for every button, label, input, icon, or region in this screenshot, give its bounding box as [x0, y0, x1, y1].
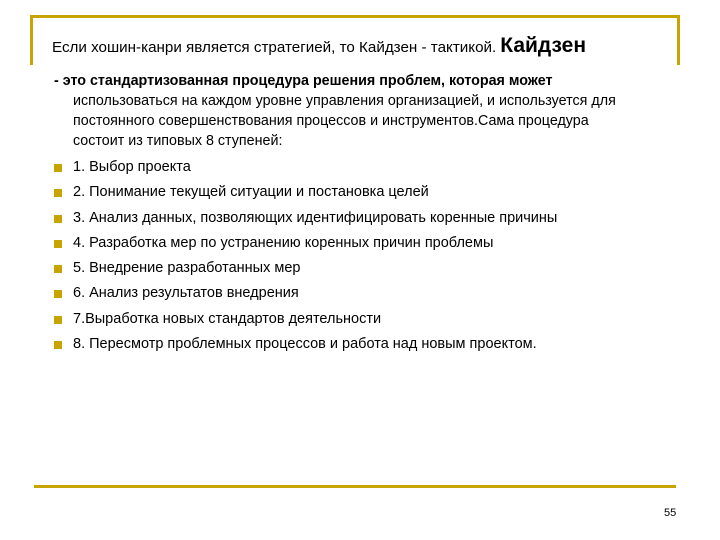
- square-bullet-icon: [54, 189, 62, 197]
- page-number: 55: [664, 507, 677, 519]
- list-item: [54, 307, 557, 332]
- list-item: [54, 231, 557, 256]
- square-bullet-icon: [54, 164, 62, 172]
- square-bullet-icon: [54, 215, 62, 223]
- list-item-text: 6. Анализ результатов внедрения: [73, 285, 299, 302]
- list-item-text: 8. Пересмотр проблемных процессов и работа над новым проектом.: [73, 336, 537, 353]
- slide-title-emphasis: Кайдзен: [500, 34, 587, 57]
- square-bullet-icon: [54, 341, 62, 349]
- square-bullet-icon: [54, 316, 62, 324]
- definition-paragraph: [54, 71, 694, 151]
- steps-list: [54, 155, 557, 357]
- definition-first-line: [54, 71, 694, 91]
- frame-top-rule: [32, 15, 678, 18]
- definition-continuation: использоваться на каждом уровне управления организацией, и используется для постоянного совершенствования процессов и инструментов.Сама процедура состоит из типовых 8 ступеней:: [73, 93, 616, 149]
- slide-title-prefix: Если хошин-канри является стратегией, то Кайдзен - тактикой.: [52, 39, 497, 56]
- definition-bold-text: - это стандартизованная процедура решения проблем, которая может: [54, 73, 553, 89]
- list-item: [54, 332, 557, 357]
- list-item: [54, 206, 557, 231]
- list-item-text: 1. Выбор проекта: [73, 159, 191, 175]
- list-item-text: 5. Внедрение разработанных мер: [73, 260, 301, 277]
- list-item-text: 3. Анализ данных, позволяющих идентифицировать коренные причины: [73, 209, 558, 226]
- list-item: [54, 180, 557, 205]
- list-item-text: 4. Разработка мер по устранению коренных причин проблемы: [73, 234, 494, 251]
- list-item: [54, 256, 557, 281]
- square-bullet-icon: [54, 265, 62, 273]
- frame-left-rule: [30, 15, 33, 65]
- list-item: [54, 155, 557, 180]
- square-bullet-icon: [54, 290, 62, 298]
- slide-title: [52, 33, 682, 61]
- list-item: [54, 281, 557, 306]
- square-bullet-icon: [54, 240, 62, 248]
- list-item-text: 2. Понимание текущей ситуации и постановка целей: [73, 184, 429, 201]
- frame-bottom-rule: [34, 485, 676, 488]
- list-item-text: 7.Выработка новых стандартов деятельности: [73, 310, 382, 327]
